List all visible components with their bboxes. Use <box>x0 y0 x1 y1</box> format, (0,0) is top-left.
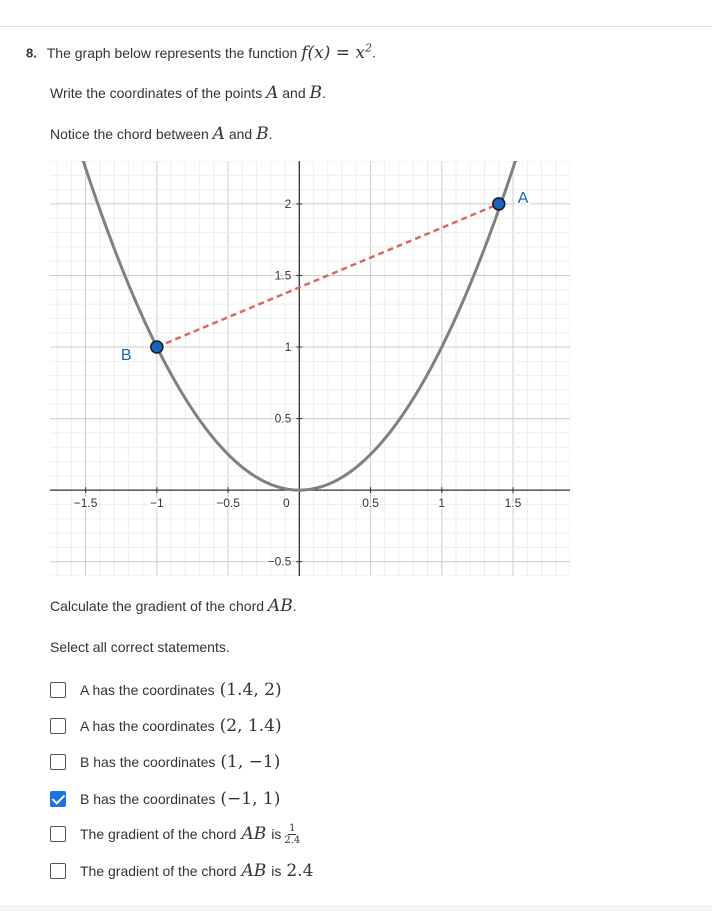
checkbox[interactable] <box>50 863 66 879</box>
option-gradient-2-4[interactable]: The gradient of the chord AB is 2.4 <box>50 859 313 883</box>
checkbox[interactable] <box>50 754 66 770</box>
y-tick-label: 1 <box>284 340 292 355</box>
y-tick-label: 1.5 <box>274 268 292 283</box>
y-tick-label: −0.5 <box>267 554 292 569</box>
gradient-fraction: $\frac{1}{2.4}$ <box>284 822 301 846</box>
option-a-1-4-2[interactable]: A has the coordinates (1.4, 2) <box>50 678 282 702</box>
x-tick-label: 1 <box>438 496 446 511</box>
question-line-3: Notice the chord between A and B. <box>50 124 273 144</box>
y-tick-label: 2 <box>284 196 292 211</box>
point-b-label: B <box>120 347 132 365</box>
top-divider <box>0 26 712 27</box>
x-tick-label: −0.5 <box>216 496 240 511</box>
option-b-1-neg1[interactable]: B has the coordinates (1, −1) <box>50 750 280 774</box>
checkbox[interactable] <box>50 682 66 698</box>
checkbox[interactable] <box>50 718 66 734</box>
option-gradient-fraction[interactable]: The gradient of the chord AB is $\frac{1}{2.4}$ <box>50 822 300 846</box>
question-intro: The graph below represents the function <box>46 44 298 61</box>
question-line-2: Write the coordinates of the points A and B. <box>50 83 326 103</box>
select-instruction: Select all correct statements. <box>50 639 230 655</box>
origin-label: 0 <box>282 496 290 511</box>
point-b <box>151 341 163 353</box>
bottom-divider <box>0 905 712 911</box>
option-a-2-1-4[interactable]: A has the coordinates (2, 1.4) <box>50 714 282 738</box>
checkbox[interactable] <box>50 791 66 807</box>
x-tick-label: 0.5 <box>362 496 379 511</box>
question-line-1: 8. The graph below represents the function $f(x) = x^2$. <box>26 41 376 63</box>
y-tick-label: 0.5 <box>274 411 292 426</box>
calculate-line: Calculate the gradient of the chord AB. <box>50 596 297 616</box>
checkbox[interactable] <box>50 826 66 842</box>
x-tick-label: −1.5 <box>73 496 98 511</box>
x-tick-label: 1.5 <box>504 496 522 511</box>
function-graph <box>50 161 570 576</box>
point-a-label: A <box>517 189 529 207</box>
question-number: 8. <box>26 45 37 61</box>
option-b-neg1-1[interactable]: B has the coordinates (−1, 1) <box>50 787 280 811</box>
function-expression: $f(x) = x^2$ <box>301 41 373 63</box>
point-a <box>493 198 505 210</box>
x-tick-label: −1 <box>150 496 164 511</box>
